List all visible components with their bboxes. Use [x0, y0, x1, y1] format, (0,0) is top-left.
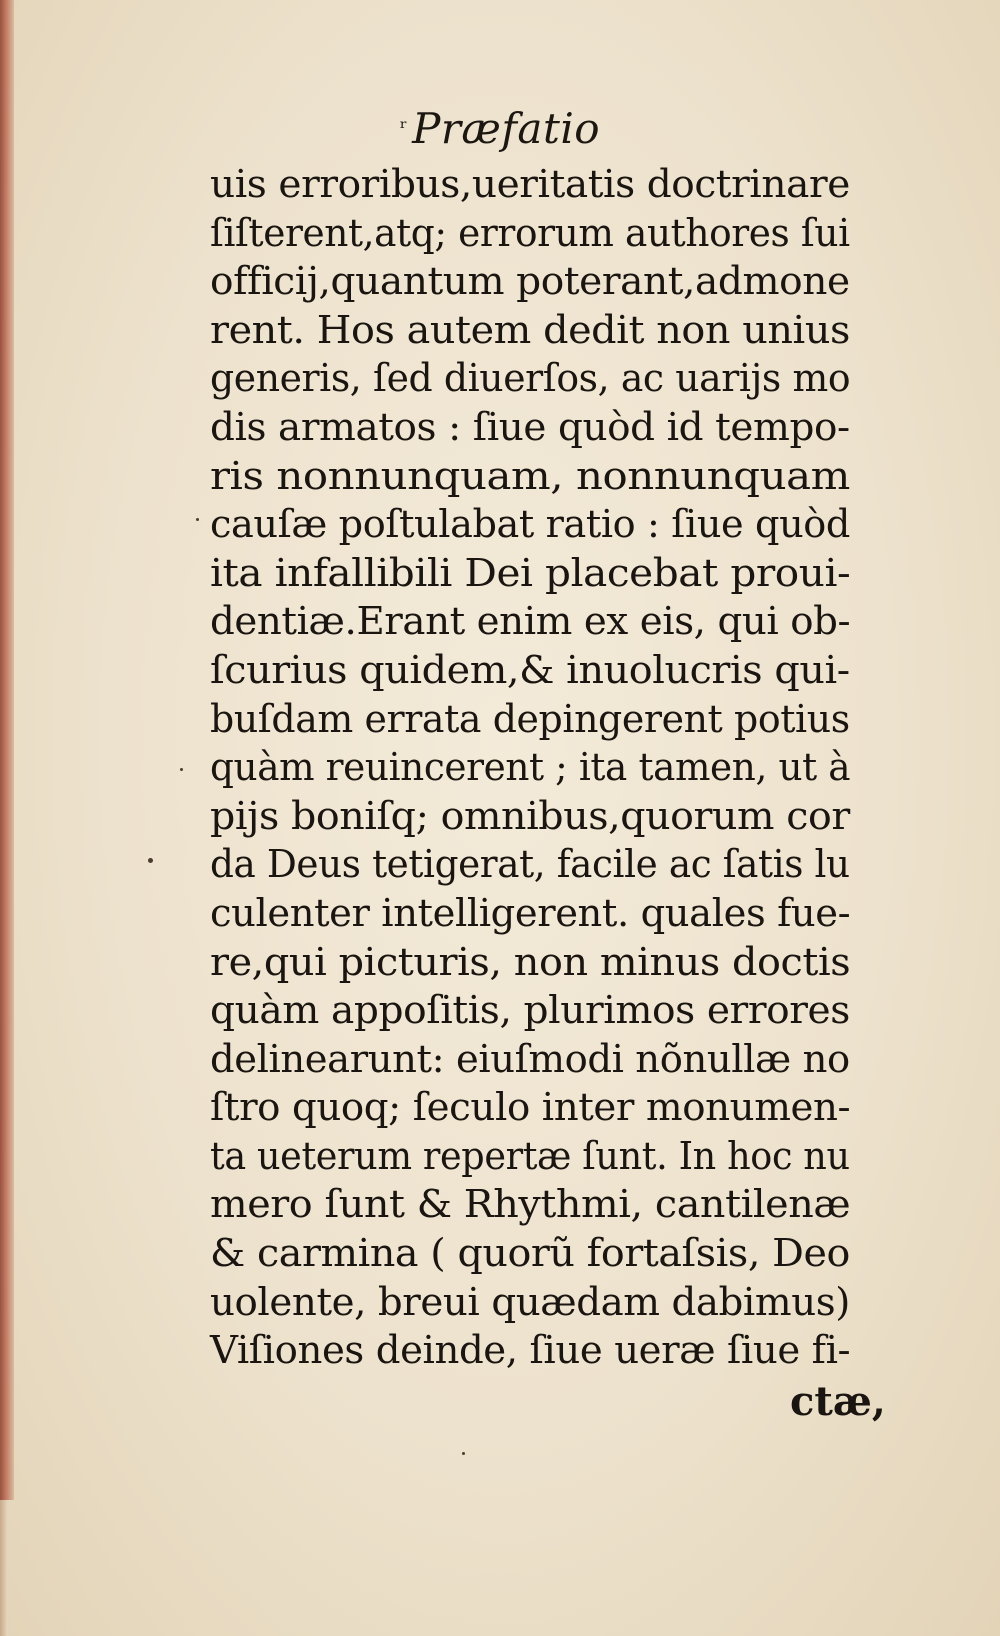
- text-line: mero ſunt & Rhythmi, cantilenæ: [210, 1182, 851, 1227]
- text-line: ta ueterum repertæ ſunt. In hoc nu: [210, 1133, 850, 1178]
- page-edge-binding: [0, 0, 14, 1500]
- ink-speck: [180, 768, 183, 771]
- text-line: cauſæ poſtulabat ratio : ſiue quòd: [210, 502, 850, 547]
- signature-mark: ᵣ: [399, 109, 409, 134]
- body-text: [210, 160, 870, 1375]
- text-line: rent. Hos autem dedit non unius: [210, 307, 850, 352]
- text-line: ſiſterent,atq; errorum authores ſui: [210, 210, 850, 255]
- text-line: culenter intelligerent. quales fue-: [210, 890, 851, 935]
- text-line: quàm appoſitis, plurimos errores: [210, 988, 850, 1033]
- text-line: generis, ſed diuerſos, ac uarijs mo: [210, 356, 851, 401]
- text-line: officij,quantum poterant,admone: [210, 259, 850, 304]
- text-line: pijs boniſq; omnibus,quorum cor: [210, 793, 850, 838]
- text-line: uolente, breui quædam dabimus): [210, 1279, 850, 1324]
- catchword: ctæ,: [790, 1378, 886, 1425]
- running-header: [0, 104, 1000, 153]
- ink-speck: [196, 518, 199, 521]
- text-line: Viſiones deinde, ſiue ueræ ſiue fi-: [210, 1328, 851, 1373]
- text-line: da Deus tetigerat, facile ac ſatis lu: [210, 842, 850, 887]
- text-line: dentiæ.Erant enim ex eis, qui ob-: [210, 599, 851, 644]
- text-line: delinearunt: eiuſmodi nõnullæ no: [210, 1036, 850, 1081]
- text-line: ſtro quoq; ſeculo inter monumen-: [210, 1085, 851, 1130]
- page-edge-lower: [0, 1500, 8, 1636]
- ink-speck: [148, 858, 153, 863]
- text-line: re,qui picturis, non minus doctis: [210, 939, 851, 984]
- text-line: & carmina ( quorũ fortaſsis, Deo: [210, 1231, 850, 1276]
- text-line: uis erroribus,ueritatis doctrinare: [210, 162, 850, 206]
- text-line: ris nonnunquam, nonnunquam: [210, 453, 850, 498]
- text-line: dis armatos : ſiue quòd id tempo-: [210, 404, 850, 449]
- text-line: ſcurius quidem,& inuolucris qui-: [210, 647, 850, 692]
- text-line: buſdam errata depingerent potius: [210, 696, 850, 741]
- text-line: quàm reuincerent ; ita tamen, ut à: [210, 745, 851, 790]
- running-header-title: Præfatio: [412, 104, 601, 153]
- ink-speck: [462, 1452, 465, 1455]
- text-line: ita infallibili Dei placebat proui-: [210, 550, 851, 595]
